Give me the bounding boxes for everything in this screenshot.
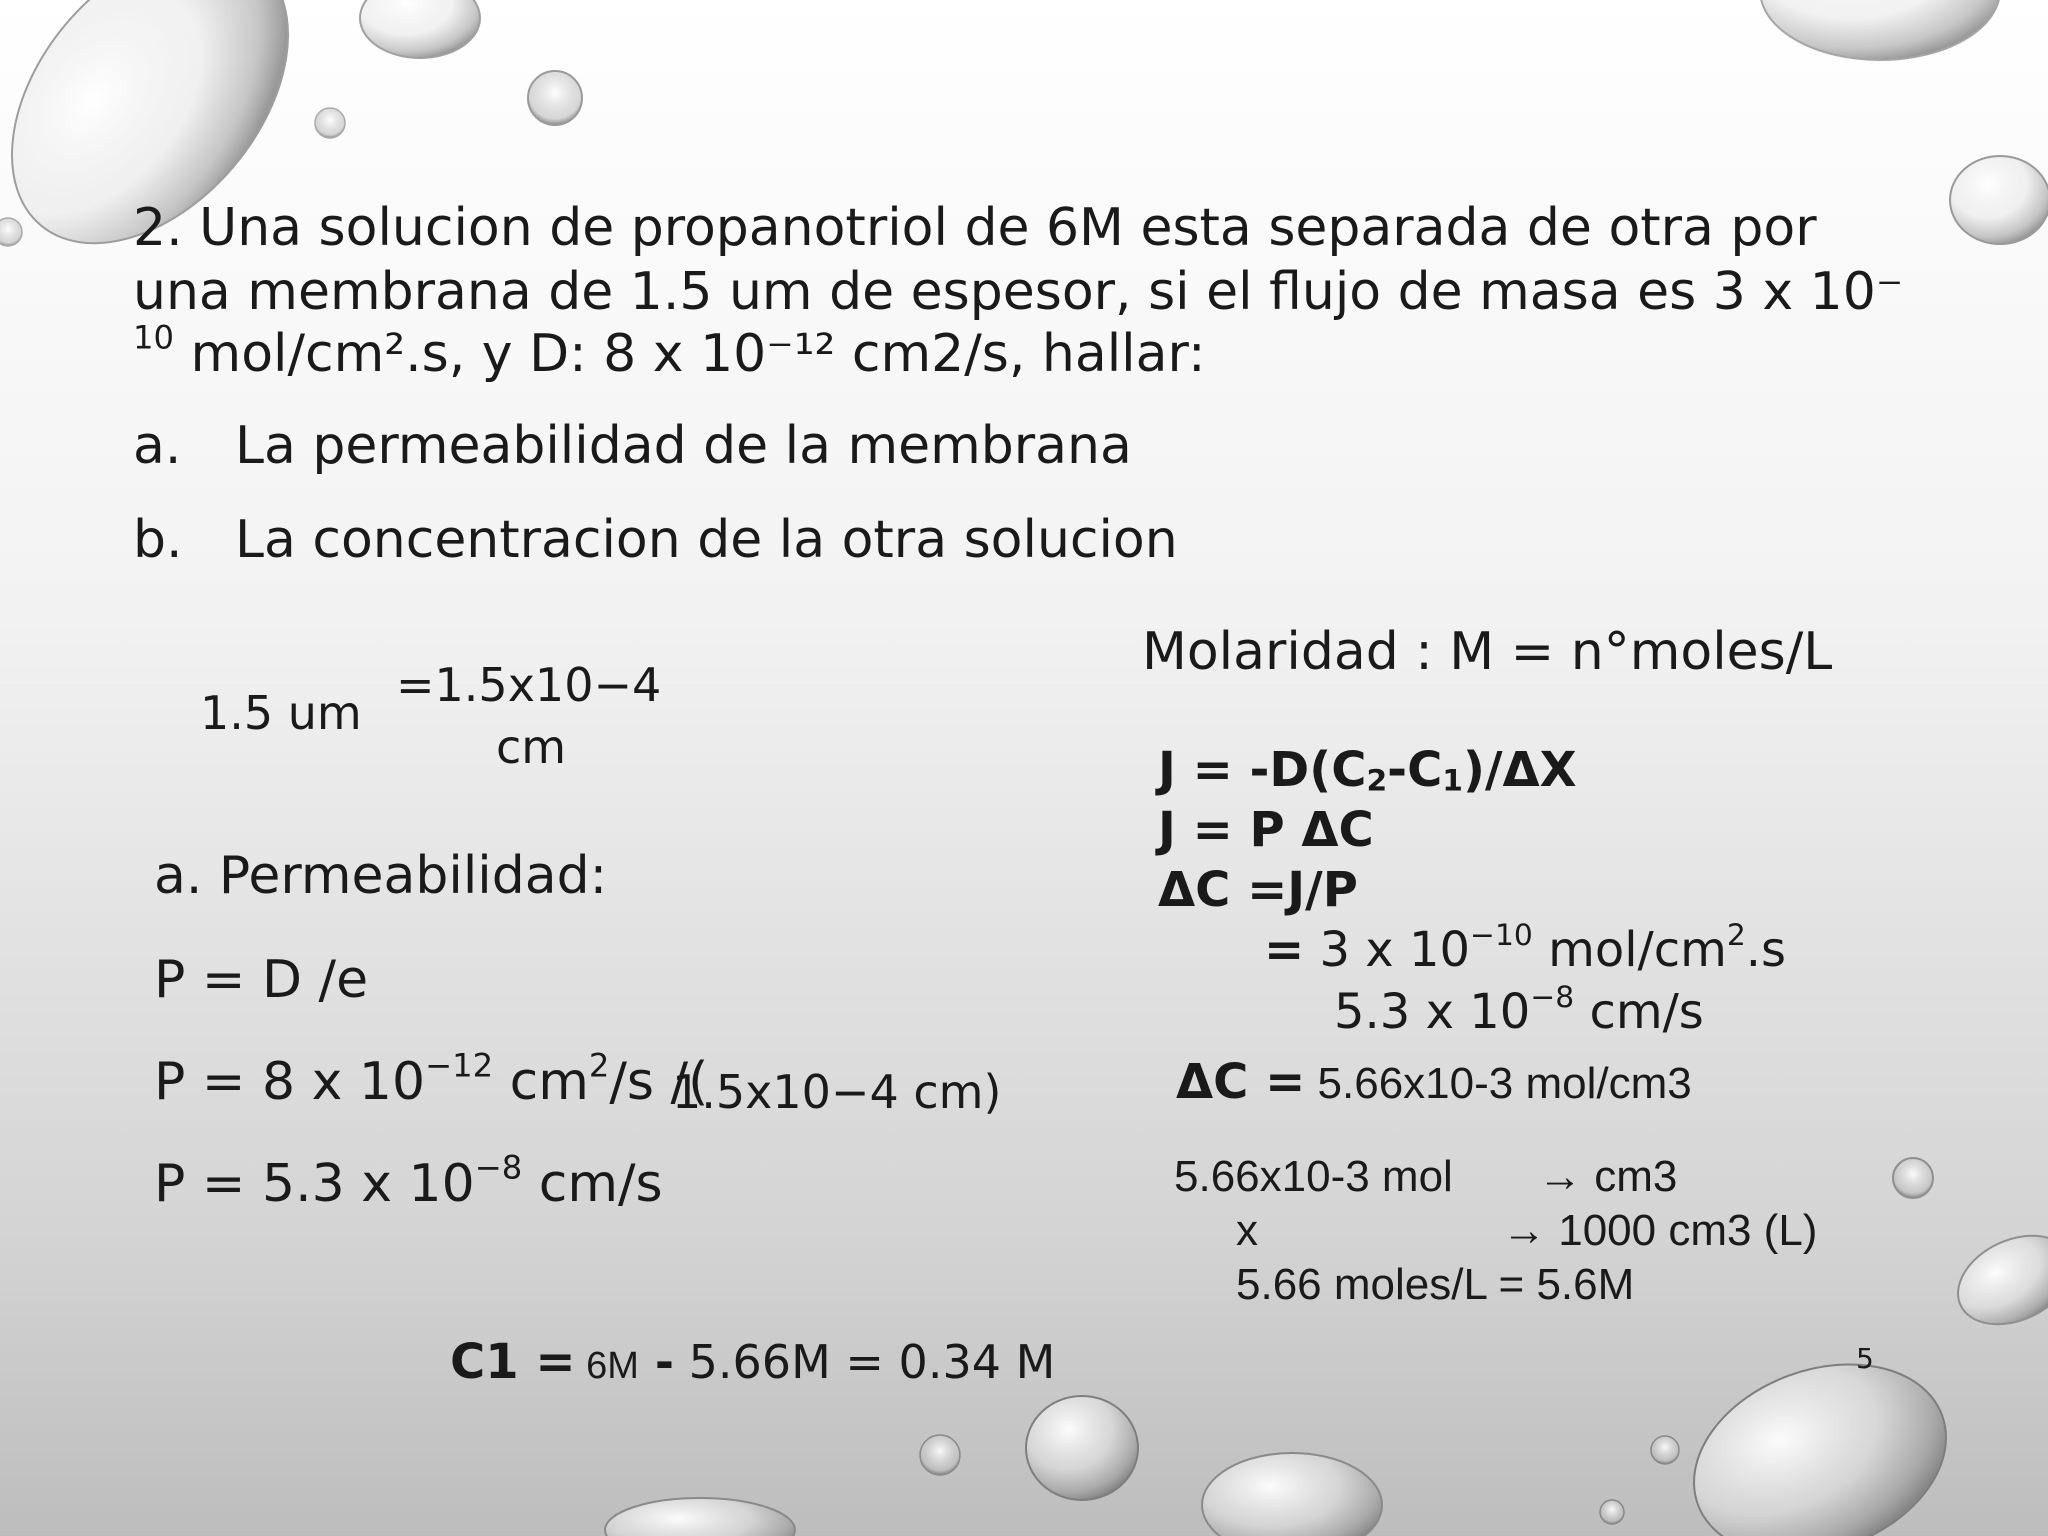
denominator-base: 5.3 x 10 [1334, 984, 1531, 1040]
calc-tail: /s /( [609, 1052, 709, 1112]
delta-c-equation: ΔC =J/P [1158, 862, 1358, 918]
calc-unit: cm [493, 1052, 589, 1112]
permeability-calc [154, 1046, 709, 1112]
eq1-part-c: )/ΔX [1463, 742, 1577, 798]
problem-line-3-text: mol/cm².s, y D: 8 x 10⁻¹² cm2/s, hallar: [174, 324, 1206, 384]
bottom-center-drops [605, 1396, 1382, 1536]
calc-base: P = 8 x 10 [154, 1052, 426, 1112]
result-unit: cm/s [522, 1154, 663, 1214]
eq1-sub-1: 1 [1442, 763, 1463, 799]
numerator-exponent: −10 [1470, 918, 1533, 954]
delta-c-result [1176, 1054, 1692, 1110]
eq1-sub-2: 2 [1366, 763, 1388, 799]
eq1-part-b: -C [1387, 742, 1443, 798]
calc-unit-exponent: 2 [588, 1046, 610, 1085]
list-item-a-letter: a. [133, 416, 182, 476]
conversion-left: 1.5 um [200, 686, 362, 740]
problem-line-2: una membrana de 1.5 um de espesor, si el flujo de masa es 3 x 10⁻ [133, 262, 1904, 322]
delta-c-value: 5.66x10-3 mol/cm3 [1305, 1059, 1692, 1108]
permeability-denominator: 1.5x10−4 cm) [672, 1065, 1002, 1119]
flux-permeability-equation: J = P ΔC [1158, 802, 1374, 858]
page-number: 5 [1856, 1342, 1874, 1375]
numerator-tail: .s [1745, 922, 1787, 978]
result-base: P = 5.3 x 10 [154, 1154, 475, 1214]
list-item-b [133, 510, 1178, 570]
result-exponent: −8 [474, 1148, 523, 1187]
list-item-b-letter: b. [133, 510, 183, 570]
rule-row-1-right: → cm3 [1538, 1152, 1678, 1201]
c1-result [450, 1334, 1055, 1390]
calc-exponent: −12 [425, 1046, 494, 1085]
denominator-exponent: −8 [1530, 980, 1575, 1016]
delta-c-numerator [1264, 918, 1787, 978]
c1-value-a: 6M [575, 1345, 639, 1387]
problem-line-1: 2. Una solucion de propanotriol de 6M esta separada de otra por [133, 198, 1817, 258]
numerator-unit-exponent: 2 [1726, 918, 1746, 954]
numerator-base: 3 x 10 [1304, 922, 1471, 978]
conversion-right-bottom: cm [496, 720, 567, 774]
c1-minus: - [638, 1335, 675, 1389]
list-item-a [133, 416, 1132, 476]
rule-row-2-right: → 1000 cm3 (L) [1502, 1206, 1818, 1255]
denominator-unit: cm/s [1574, 984, 1704, 1040]
list-item-a-text: La permeabilidad de la membrana [235, 416, 1132, 476]
eq1-part-a: J = -D(C [1158, 742, 1367, 798]
c1-label: C1 = [450, 1334, 576, 1390]
permeability-result [154, 1148, 663, 1214]
molarity-definition: Molaridad : M = n°moles/L [1142, 622, 1833, 682]
delta-c-label: ΔC = [1176, 1054, 1306, 1110]
permeability-formula: P = D /e [154, 950, 369, 1010]
conversion-right-top: =1.5x10−4 [396, 658, 662, 712]
rule-row-3: 5.66 moles/L = 5.6M [1236, 1260, 1635, 1309]
flux-equation [1158, 742, 1577, 798]
numerator-unit: mol/cm [1532, 922, 1727, 978]
delta-c-denominator [1334, 980, 1704, 1040]
c1-value-b: 5.66M = 0.34 M [674, 1335, 1056, 1389]
permeability-heading: a. Permeabilidad: [154, 846, 608, 906]
rule-row-1-left: 5.66x10-3 mol [1174, 1152, 1453, 1201]
problem-line-3 [133, 318, 1206, 384]
rule-row-2-left: x [1236, 1206, 1258, 1255]
numerator-equals: = [1264, 922, 1305, 978]
flux-exponent: 10 [133, 318, 175, 357]
list-item-b-text: La concentracion de la otra solucion [235, 510, 1178, 570]
